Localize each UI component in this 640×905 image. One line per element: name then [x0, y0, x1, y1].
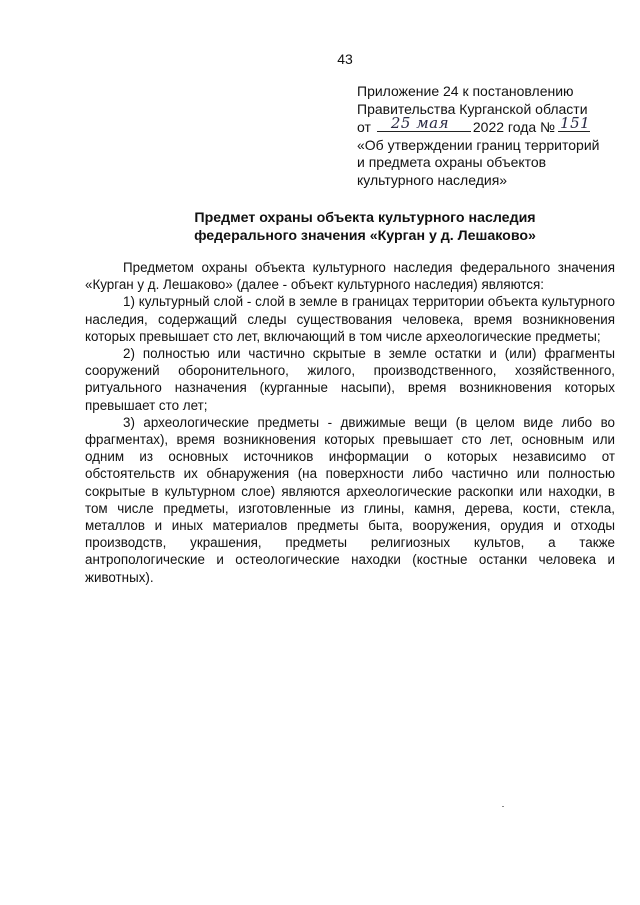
appendix-line-6: культурного наследия»	[357, 171, 508, 188]
handwritten-date: 25 мая	[390, 113, 450, 132]
stray-mark	[502, 806, 504, 807]
appendix-line-1: Приложение 24 к постановлению	[357, 83, 574, 99]
appendix-header	[357, 83, 617, 189]
appendix-line-5: и предмета охраны объектов	[357, 154, 547, 170]
date-prefix: от	[357, 119, 371, 135]
date-blank	[377, 113, 471, 132]
appendix-date-line	[357, 113, 617, 137]
appendix-line-4: «Об утверждении границ территорий	[357, 136, 600, 153]
year-text: 2022 года №	[472, 119, 556, 135]
intro-paragraph: Предметом охраны объекта культурного наследия федерального значения «Курган у д. Лешаково» (далее - объект культурного наследия) являются:	[85, 260, 615, 293]
document-body	[85, 259, 615, 586]
handwritten-number: 151	[560, 113, 591, 132]
item-2-paragraph: 2) полностью или частично скрытые в земле остатки и (или) фрагменты сооружений оборонительного, жилого, производственного, хозяйственного, ритуального назначения (курганные насыпи), время возникновения которых превышает сто лет;	[85, 346, 615, 413]
title-line-1: Предмет охраны объекта культурного наследия	[194, 210, 536, 226]
item-3-paragraph: 3) археологические предметы - движимые вещи (в целом виде либо во фрагментах), время возникновения которых превышает сто лет, основным или одним из основных источников информации о которых независимо от обстоятельств их обнаружения (на поверхности либо частично или полностью сокрытые в культурном слое) являются археологические раскопки или находки, в том числе предметы, изготовленные из глины, камня, дерева, кости, стекла, металлов и иных материалов предметы быта, вооружения, орудия и отходы производств, украшения, предметы религиозных культов, а также антропологические и остеологические находки (костные останки человека и животных).	[85, 414, 615, 585]
page-number: 43	[337, 51, 353, 67]
document-title	[120, 209, 610, 245]
number-blank	[558, 113, 591, 132]
item-1-paragraph: 1) культурный слой - слой в земле в границах территории объекта культурного наследия, содержащий следы существования человека, время возникновения которых превышает сто лет, включающий в том числе археологические предметы;	[85, 294, 615, 344]
appendix-line-2: Правительства Курганской области	[357, 100, 588, 117]
title-line-2: федерального значения «Курган у д. Лешаково»	[194, 228, 536, 244]
